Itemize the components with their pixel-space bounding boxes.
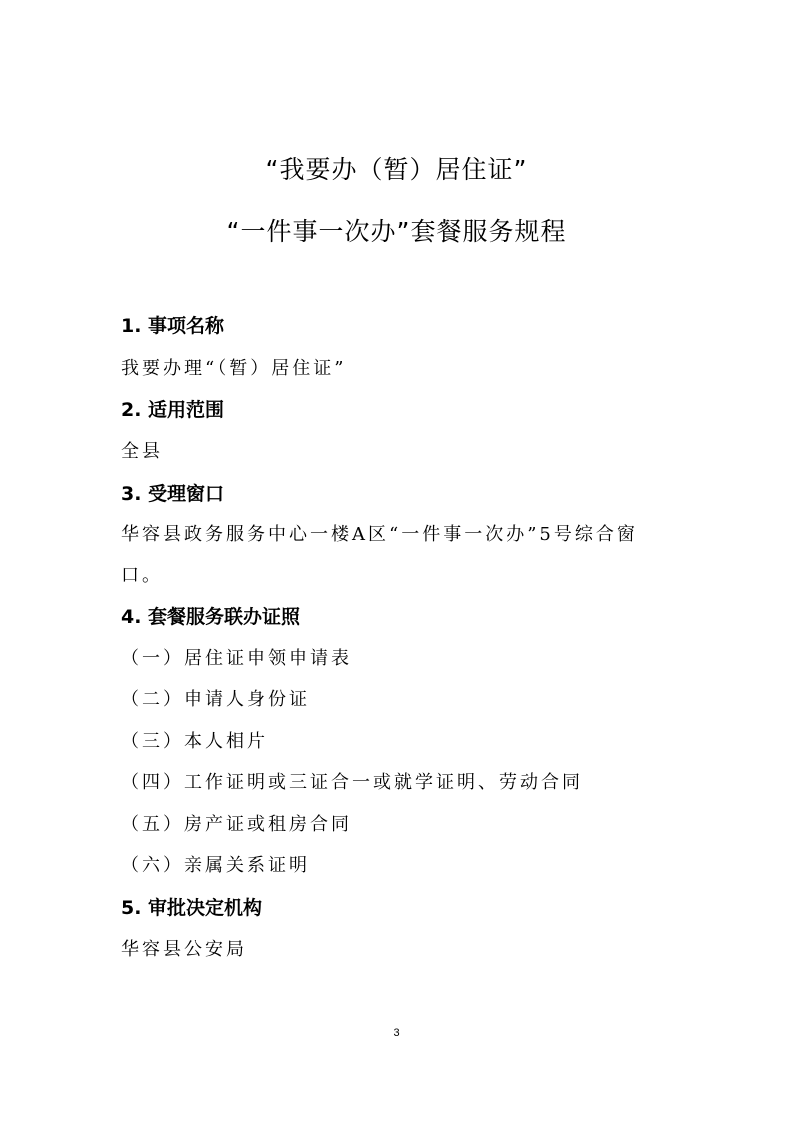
document-title-line-2: “一件事一次办”套餐服务规程 [226, 217, 567, 246]
section-2-heading: 2. 适用范围 [121, 399, 225, 421]
section-5-heading: 5. 审批决定机构 [121, 897, 263, 919]
list-item: （三）本人相片 [121, 731, 268, 752]
section-1-content: 我要办理“（暂）居住证” [121, 358, 347, 379]
section-3-content-line-1: 华容县政务服务中心一楼A区“一件事一次办”5号综合窗 [121, 524, 638, 545]
page-number: 3 [393, 1027, 400, 1039]
list-item: （二）申请人身份证 [121, 689, 310, 710]
section-5-content: 华容县公安局 [121, 939, 247, 960]
section-2-content: 全县 [121, 441, 163, 462]
document-title-line-1: “我要办（暂）居住证” [265, 155, 528, 184]
list-item: （六）亲属关系证明 [121, 855, 310, 876]
section-4-heading: 4. 套餐服务联办证照 [121, 606, 301, 628]
list-item: （一）居住证申领申请表 [121, 648, 352, 669]
section-3-content-line-2: 口。 [121, 565, 163, 586]
list-item: （五）房产证或租房合同 [121, 814, 352, 835]
section-1-heading: 1. 事项名称 [121, 315, 225, 337]
section-3-heading: 3. 受理窗口 [121, 483, 225, 505]
list-item: （四）工作证明或三证合一或就学证明、劳动合同 [121, 772, 583, 793]
